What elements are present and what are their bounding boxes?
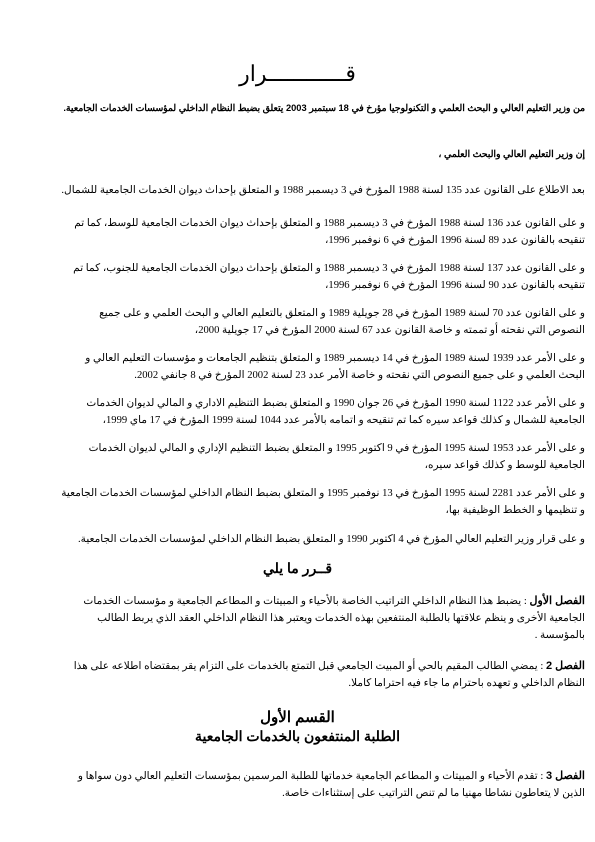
- article-3-label: الفصل 3: [545, 770, 585, 782]
- section-title: القسم الأول: [260, 709, 335, 726]
- recital-6: و على الأمر عدد 1122 لسنة 1990 المؤرخ في 26 جوان 1990 و المتعلق بضبط التنظيم الاداري و المالي لديوان الخدمات الجامعية للشمال و كذلك قواعد سيره كما تم تنقيحه و اتمامه بالأمر عدد 1044 لسنة 1999 المؤرخ في 17 ماي 1999،: [86, 398, 585, 426]
- section-subtitle: الطلبة المنتفعون بالخدمات الجامعية: [195, 728, 400, 744]
- article-1-label: الفصل الأول: [529, 595, 585, 607]
- article-2: [60, 658, 585, 692]
- recital-3: و على القانون عدد 137 لسنة 1988 المؤرخ في 3 ديسمبر 1988 و المتعلق بإحداث ديوان الخدمات الجامعية للجنوب، كما تم تنقيحه بالقانون عدد 90 لسنة 1996 المؤرخ في 6 نوفمبر 1996،: [73, 263, 585, 291]
- article-3: [60, 768, 585, 802]
- decides-heading: قــرر ما يلي: [262, 560, 333, 576]
- article-3-text: : تقدم الأحياء و المبيتات و المطاعم الجامعية خدماتها للطلبة المرسمين بمؤسسات التعليم العالي دون سواها و الذين لا يتعاطون نشاطا مهنيا ما لم تنص التراتيب على إستثناءات خاصة.: [77, 771, 585, 799]
- decree-intro: من وزير التعليم العالي و البحث العلمي و التكنولوجيا مؤرخ في 18 سبتمبر 2003 يتعلق بضبط النظام الداخلي لمؤسسات الخدمات الجامعية.: [63, 103, 585, 113]
- recital-7: و على الأمر عدد 1953 لسنة 1995 المؤرخ في 9 اكتوبر 1995 و المتعلق بضبط التنظيم الإداري و المالي لديوان الخدمات الجامعية للوسط و كذلك قواعد سيره،: [88, 443, 585, 471]
- minister-line: إن وزير التعليم العالي والبحث العلمي ،: [438, 149, 585, 159]
- recital-9: و على قرار وزير التعليم العالي المؤرخ في 4 اكتوبر 1990 و المتعلق بضبط النظام الداخلي لمؤسسات الخدمات الجامعية.: [78, 534, 585, 545]
- recital-2: و على القانون عدد 136 لسنة 1988 المؤرخ في 3 ديسمبر 1988 و المتعلق بإحداث ديوان الخدمات الجامعية للوسط، كما تم تنقيحه بالقانون عدد 89 لسنة 1996 المؤرخ في 6 نوفمبر 1996،: [74, 218, 585, 246]
- document-title: قــــــــــــرار: [239, 62, 356, 87]
- recital-4: و على القانون عدد 70 لسنة 1989 المؤرخ في 28 جويلية 1989 و المتعلق بالتعليم العالي و البحث العلمي و على جميع النصوص التي نقحته أو تممته و خاصة القانون عدد 67 لسنة 2000 المؤرخ في 17 جويلية 2000،: [99, 308, 585, 336]
- article-2-label: الفصل 2: [545, 660, 585, 672]
- article-1-text: : يضبط هذا النظام الداخلي التراتيب الخاصة بالأحياء و المبيتات و المطاعم الجامعية و مؤسسات الخدمات الجامعية الأخرى و ينظم علاقتها بالطلبة المنتفعين بهذه الخدمات ويعتبر هذا النظام الداخلي العقد الذي يربط الطالب بالمؤسسة .: [83, 596, 585, 641]
- article-1: [60, 593, 585, 644]
- recital-8: و على الأمر عدد 2281 لسنة 1995 المؤرخ في 13 نوفمبر 1995 و المتعلق بضبط النظام الداخلي لمؤسسات الخدمات الجامعية و تنظيمها و الخطط الوظيفية بها،: [61, 488, 585, 516]
- article-2-text: : يمضي الطالب المقيم بالحي أو المبيت الجامعي قبل التمتع بالخدمات على التزام يقر بمقتضاه اطلاعه على هذا النظام الداخلي و تعهده باحترام ما جاء فيه احتراما كاملا.: [73, 661, 585, 689]
- recital-5: و على الأمر عدد 1939 لسنة 1989 المؤرخ في 14 ديسمبر 1989 و المتعلق بتنظيم الجامعات و مؤسسات التعليم العالي و البحث العلمي و على جميع النصوص التي نقحته و خاصة الأمر عدد 23 لسنة 2002 المؤرخ في 8 جانفي 2002.: [85, 353, 585, 381]
- recital-1: بعد الاطلاع على القانون عدد 135 لسنة 1988 المؤرخ في 3 ديسمبر 1988 و المتعلق بإحداث ديوان الخدمات الجامعية للشمال.: [61, 185, 585, 196]
